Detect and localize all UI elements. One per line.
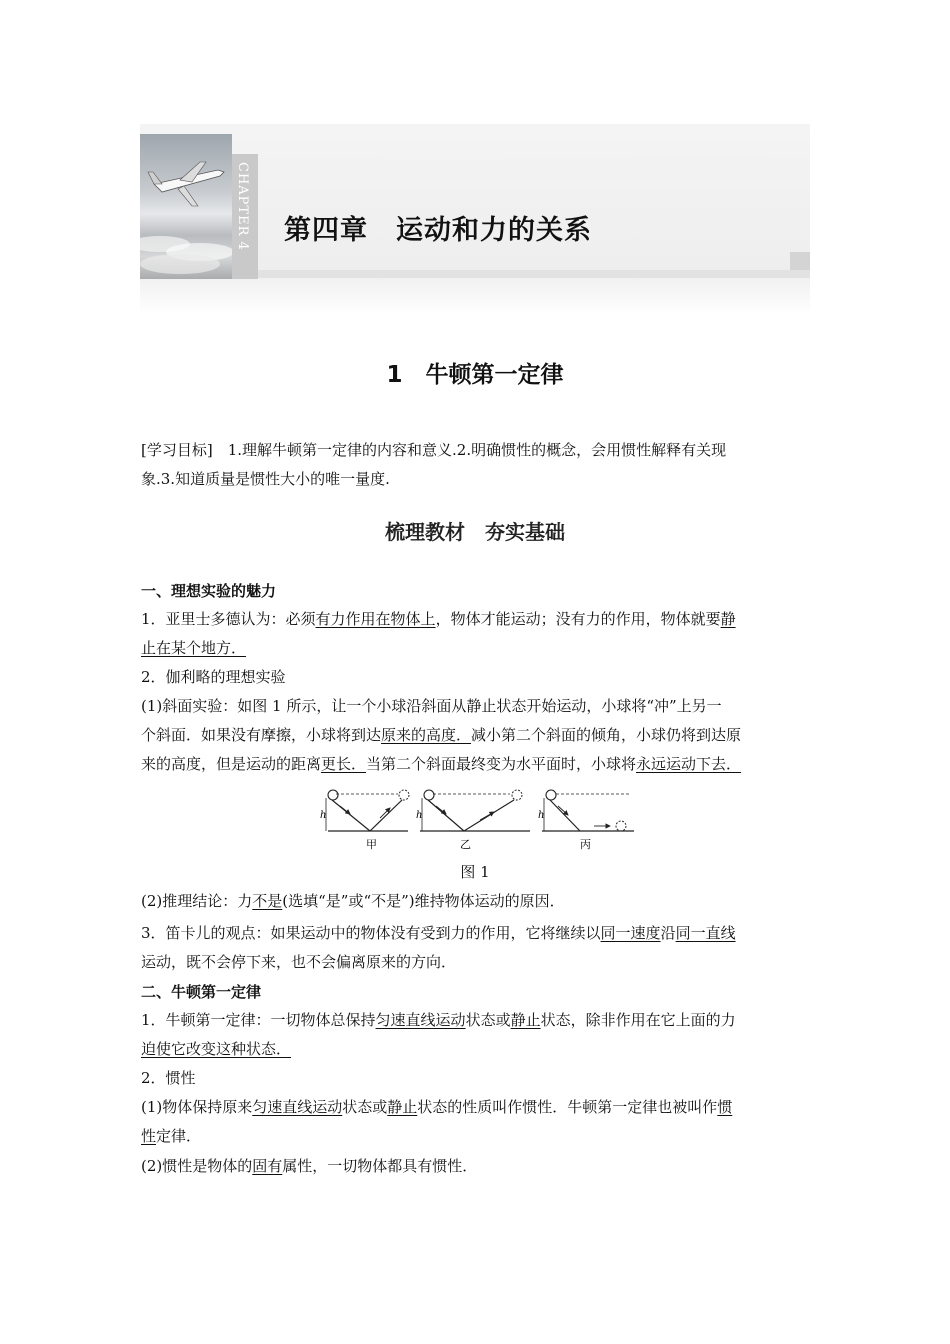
learning-objectives xyxy=(141,436,811,494)
part2-heading: 二、牛顿第一定律 xyxy=(141,983,262,1001)
text-segment: 3．笛卡儿的观点：如果运动中的物体没有受到力的作用，它将继续以 xyxy=(141,924,601,942)
text-segment: 状态或 xyxy=(342,1098,388,1116)
incline-experiment-figure xyxy=(318,788,638,858)
answer-blank: 更长． xyxy=(321,755,367,773)
text-segment: 沿 xyxy=(660,924,676,942)
airplane-icon xyxy=(140,134,232,279)
text-segment: 来的高度，但是运动的距离 xyxy=(141,755,322,773)
part1-item1-line2 xyxy=(141,637,246,658)
text-segment: 状态，除非作用在它上面的力 xyxy=(540,1011,736,1029)
answer-blank: 性 xyxy=(141,1127,157,1145)
text-segment: 定律． xyxy=(156,1127,202,1145)
height-label: h xyxy=(320,810,327,821)
text-segment: 当第二个斜面最终变为水平面时，小球将 xyxy=(366,755,637,773)
text-segment: (选填“是”或“不是”)维持物体运动的原因． xyxy=(282,892,565,910)
text-segment: 减小第二个斜面的倾角，小球仍将到达原 xyxy=(471,726,742,744)
answer-blank: 惯 xyxy=(717,1098,733,1116)
chapter-title: 第四章 运动和力的关系 xyxy=(284,215,592,246)
part1-item3-line1 xyxy=(141,922,736,943)
panel-label: 乙 xyxy=(460,838,471,851)
answer-blank: 原来的高度． xyxy=(381,726,472,744)
answer-blank: 匀速直线运动 xyxy=(375,1011,466,1029)
part1-p2 xyxy=(141,890,565,911)
objectives-line-1: [学习目标] 1.理解牛顿第一定律的内容和意义.2.明确惯性的概念，会用惯性解释有关现 xyxy=(141,441,727,459)
answer-blank: 止在某个地方． xyxy=(141,639,247,657)
answer-blank: 永远运动下去． xyxy=(636,755,742,773)
figure-panel-bing xyxy=(538,790,634,851)
height-label: h xyxy=(538,810,545,821)
part2-item1-line1 xyxy=(141,1009,736,1030)
part1-item3-line2: 运动，既不会停下来，也不会偏离原来的方向． xyxy=(141,953,457,971)
banner-corner-box xyxy=(790,252,810,270)
answer-blank: 静 xyxy=(720,610,736,628)
answer-blank: 迫使它改变这种状态． xyxy=(141,1040,292,1058)
part1-item2: 2．伽利略的理想实验 xyxy=(141,668,286,686)
answer-blank: 同一直线 xyxy=(675,924,736,942)
part2-item2: 2．惯性 xyxy=(141,1069,196,1087)
answer-blank: 同一速度 xyxy=(600,924,661,942)
objectives-line-2: 象.3.知道质量是惯性大小的唯一量度. xyxy=(141,470,390,488)
text-segment: ，物体才能运动；没有力的作用，物体就要 xyxy=(435,610,721,628)
chapter-tag xyxy=(232,154,258,279)
text-segment: 1．亚里士多德认为：必须 xyxy=(141,610,316,628)
airplane-photo xyxy=(140,134,232,279)
part1-p1-line3 xyxy=(141,753,741,774)
text-segment: 个斜面．如果没有摩擦，小球将到达 xyxy=(141,726,382,744)
section-heading: 梳理教材 夯实基础 xyxy=(385,520,565,544)
part1-item1-line1 xyxy=(141,608,736,629)
figure-panel-jia xyxy=(320,790,409,851)
part2-p2 xyxy=(141,1155,477,1176)
panel-label: 丙 xyxy=(580,838,591,851)
part2-p1-line1 xyxy=(141,1096,732,1117)
part1-p1-line2 xyxy=(141,724,741,745)
answer-blank: 有力作用在物体上 xyxy=(315,610,436,628)
panel-label: 甲 xyxy=(366,838,377,851)
figure-caption: 图 1 xyxy=(460,863,490,881)
text-segment: 属性，一切物体都具有惯性． xyxy=(282,1157,478,1175)
chapter-tag-text: CHAPTER 4 xyxy=(235,162,250,251)
text-segment: (1)物体保持原来 xyxy=(141,1098,253,1116)
lesson-title: 1 牛顿第一定律 xyxy=(386,362,564,388)
part1-heading: 一、理想实验的魅力 xyxy=(141,582,277,600)
answer-blank: 匀速直线运动 xyxy=(252,1098,343,1116)
answer-blank: 固有 xyxy=(252,1157,283,1175)
part2-p1-line2 xyxy=(141,1125,201,1146)
text-segment: 状态或 xyxy=(465,1011,511,1029)
part2-item1-line2 xyxy=(141,1038,291,1059)
figure-panel-yi xyxy=(416,790,530,851)
text-segment: (2)推理结论：力 xyxy=(141,892,253,910)
part1-p1-line1: (1)斜面实验：如图 1 所示，让一个小球沿斜面从静止状态开始运动，小球将“冲”上另一 xyxy=(141,697,722,715)
chapter-banner xyxy=(140,124,810,314)
answer-blank: 静止 xyxy=(387,1098,418,1116)
answer-blank: 不是 xyxy=(252,892,283,910)
text-segment: 状态的性质叫作惯性．牛顿第一定律也被叫作 xyxy=(417,1098,718,1116)
height-label: h xyxy=(416,810,423,821)
text-segment: 1．牛顿第一定律：一切物体总保持 xyxy=(141,1011,376,1029)
answer-blank: 静止 xyxy=(510,1011,541,1029)
text-segment: (2)惯性是物体的 xyxy=(141,1157,253,1175)
